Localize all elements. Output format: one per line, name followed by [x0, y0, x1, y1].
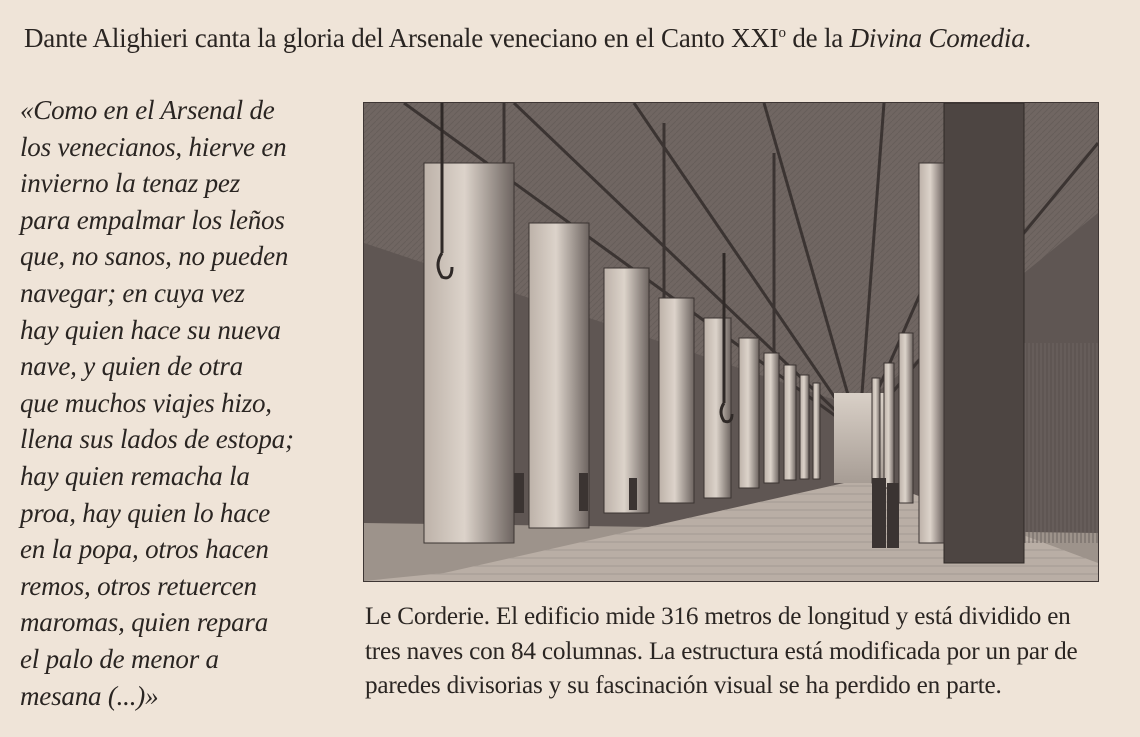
quote-line: los venecianos, hierve en [20, 131, 287, 162]
engraving-illustration [364, 103, 1098, 581]
quote-line: hay quien hace su nueva [20, 314, 281, 345]
quote-line: hay quien remacha la [20, 460, 250, 491]
page-heading [24, 18, 1031, 58]
quote-line: proa, hay quien lo hace [20, 497, 271, 528]
heading-text-middle: de la [785, 23, 850, 53]
quote-line: maromas, quien repara [20, 607, 269, 638]
quote-line: el palo de menor a [20, 643, 219, 674]
quote-line: invierno la tenaz pez [20, 168, 241, 199]
quote-line: para empalmar los leños [20, 204, 285, 235]
caption-line: Le Corderie. El edificio mide 316 metros de longitud y está dividido en [365, 603, 1071, 630]
quote-line: llena sus lados de estopa; [20, 424, 294, 455]
quote-line: navegar; en cuya vez [20, 277, 245, 308]
heading-text-end: . [1024, 23, 1032, 53]
quote-line: mesana (...)» [20, 680, 159, 711]
corderie-engraving [363, 102, 1099, 582]
dante-quote [20, 92, 330, 714]
caption-line: tres naves con 84 columnas. La estructura está modificada por un par de [365, 637, 1078, 665]
caption-line: paredes divisorias y su fascinación visual se ha perdido en parte. [365, 672, 1002, 699]
quote-line: en la popa, otros hacen [20, 534, 269, 565]
heading-superscript: o [778, 25, 786, 41]
heading-text: Dante Alighieri canta la gloria del Arsenale veneciano en el Canto XXI [24, 23, 779, 53]
quote-line: remos, otros retuercen [20, 570, 257, 601]
quote-line: que, no sanos, no pueden [20, 241, 289, 272]
quote-line: «Como en el Arsenal de [20, 95, 275, 125]
quote-line: que muchos viajes hizo, [20, 387, 272, 418]
quote-line: nave, y quien de otra [20, 351, 243, 382]
work-title: Divina Comedia [849, 23, 1025, 53]
figure-caption [365, 600, 1105, 704]
